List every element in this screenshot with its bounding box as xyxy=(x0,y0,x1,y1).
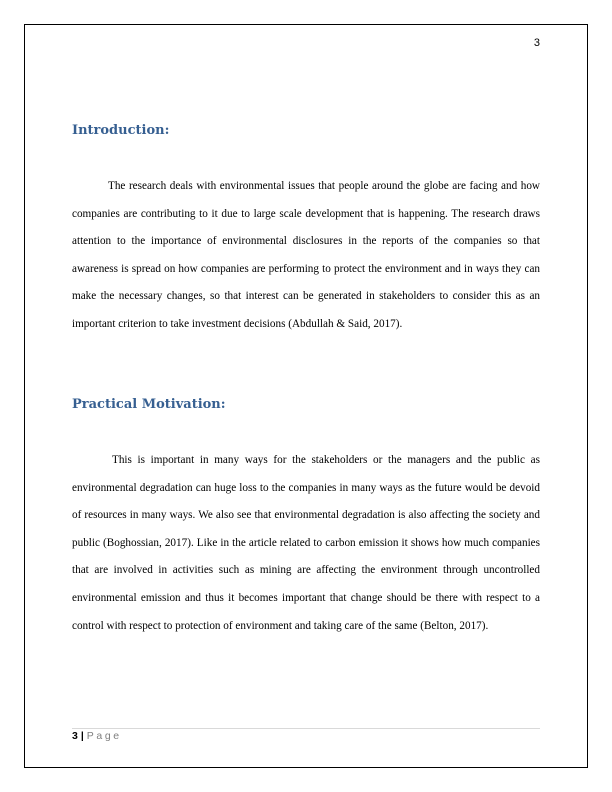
footer-separator: | xyxy=(80,730,84,742)
practical-motivation-paragraph: This is important in many ways for the stakeholders or the managers and the public as environmental degradation can huge loss to the companies in many ways as the future would be devoid of resources in many ways. We also see that environmental degradation is also affecting the society and public (Boghossian, 2017). Like in the article related to carbon emission it shows how much companies that are involved in activities such as mining are affecting the environment through uncontrolled environmental emission and thus it becomes important that change should be there with respect to a control with respect to protection of environment and taking care of the same (Belton, 2017). xyxy=(72,454,540,632)
footer-page-label: Page xyxy=(86,730,122,742)
footer-divider xyxy=(72,728,540,729)
page-footer xyxy=(72,730,122,742)
practical-motivation-heading: Practical Motivation: xyxy=(72,397,226,412)
introduction-paragraph: The research deals with environmental issues that people around the globe are facing and how companies are contributing to it due to large scale development that is happening. The research draws attention to the importance of environmental disclosures in the reports of the companies so that awareness is spread on how companies are performing to protect the environment and in ways they can make the necessary changes, so that interest can be generated in stakeholders to consider this as an important criterion to take investment decisions (Abdullah & Said, 2017). xyxy=(72,180,540,330)
header-page-number: 3 xyxy=(533,37,540,49)
footer-page-number: 3 xyxy=(72,730,78,742)
introduction-heading: Introduction: xyxy=(72,123,170,138)
